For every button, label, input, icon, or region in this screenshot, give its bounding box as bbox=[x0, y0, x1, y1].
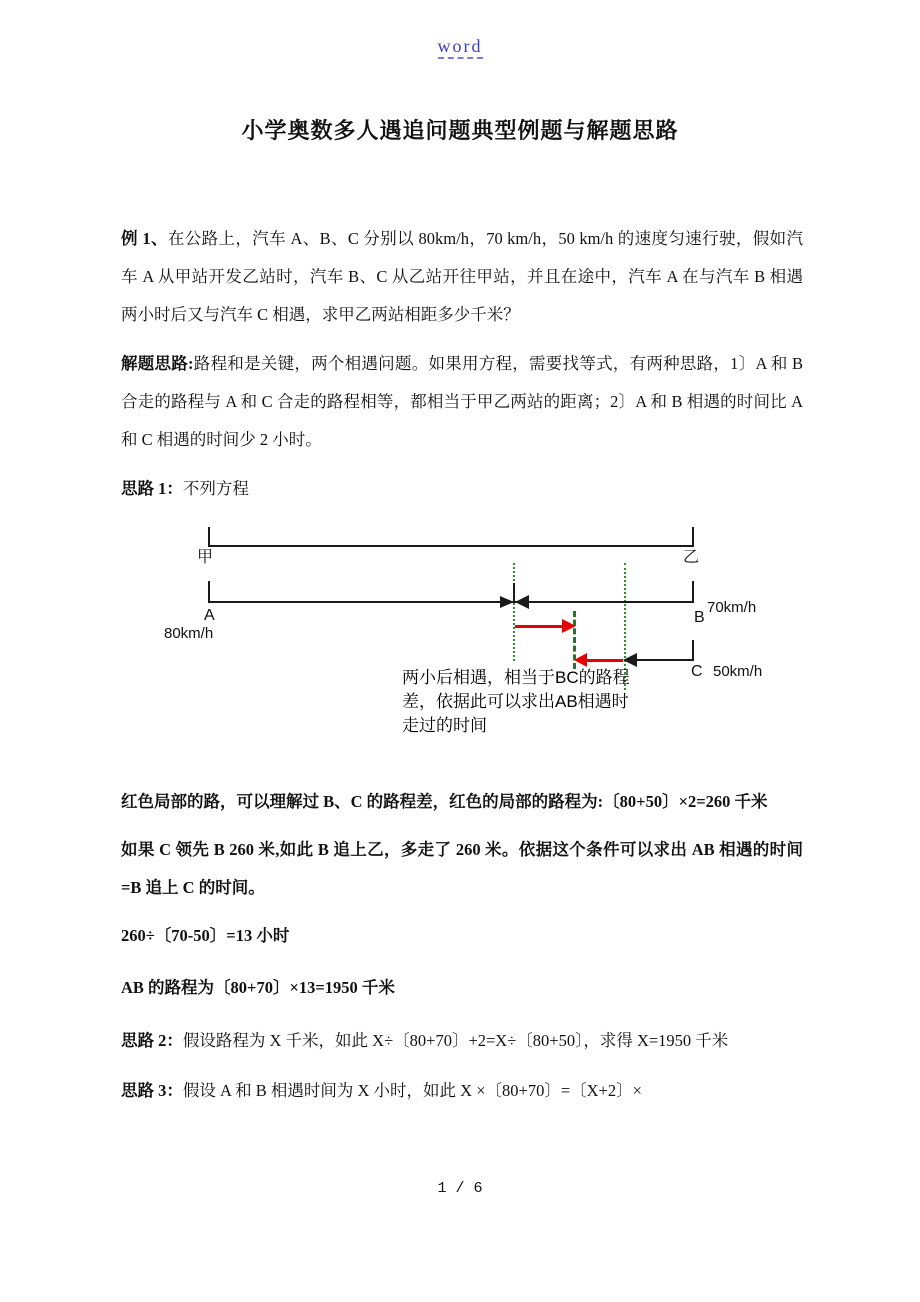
paragraph-example1-text: 在公路上，汽车 A、B、C 分别以 80km/h，70 km/h，50 km/h 的速度匀速行驶，假如汽车 A 从甲站开发乙站时，汽车 B、C 从乙站开往甲站，并且在途中，汽车 A 在与汽车 B 相遇两小时后又与汽车 C 相遇，求甲乙两站相距多少千米？ bbox=[121, 229, 804, 324]
speed-a-label: 80km/h bbox=[164, 625, 214, 642]
speed-c-label: 50km/h bbox=[713, 663, 763, 680]
paragraph-distance-calc: AB 的路程为〔80+70〕×13=1950 千米 bbox=[121, 978, 395, 997]
paragraph-approach2-lead: 思路 2： bbox=[121, 1031, 183, 1050]
paragraph-time-calc: 260÷〔70-50〕=13 小时 bbox=[121, 926, 290, 945]
ab-line-right-tick bbox=[692, 581, 694, 601]
paragraph-example1 bbox=[121, 220, 803, 334]
document-body bbox=[121, 220, 803, 1110]
c-arrow-left-head-icon bbox=[623, 653, 637, 667]
ab-distance-line bbox=[208, 601, 694, 603]
arrowhead-a-rightward-icon bbox=[500, 596, 514, 608]
red-arrow-right-line bbox=[515, 625, 563, 628]
car-a-label: A bbox=[204, 607, 215, 624]
arrowhead-b-leftward-icon bbox=[515, 595, 529, 609]
paragraph-approach3 bbox=[121, 1072, 803, 1110]
paragraph-c-leads: 如果 C 领先 B 260 米,如此 B 追上乙，多走了 260 米。依据这个条件可以求出 AB 相遇的时间=B 追上 C 的时间。 bbox=[121, 840, 803, 897]
distance-diagram bbox=[121, 515, 803, 750]
page-title: 小学奥数多人遇追问题典型例题与解题思路 bbox=[241, 118, 679, 143]
car-c-label: C bbox=[691, 663, 703, 680]
word-header-link[interactable]: word bbox=[438, 36, 483, 59]
c-bracket-vertical bbox=[692, 640, 694, 661]
ab-line-left-tick bbox=[208, 581, 210, 601]
paragraph-approach2 bbox=[121, 1022, 803, 1060]
red-arrow-right-head-icon bbox=[562, 619, 576, 633]
station-jia-label: 甲 bbox=[197, 549, 214, 566]
diagram-annotation: 两小后相遇，相当于BC的路程差，依据此可以求出AB相遇时走过的时间 bbox=[402, 668, 630, 735]
paragraph-approach1-lead: 思路 1： bbox=[121, 479, 183, 498]
header bbox=[0, 36, 920, 57]
top-distance-line bbox=[208, 545, 694, 547]
meeting-point-dotted-line bbox=[513, 563, 515, 661]
paragraph-approach3-text: 假设 A 和 B 相遇时间为 X 小时，如此 X ×〔80+70〕=〔X+2〕× bbox=[182, 1081, 642, 1100]
paragraph-solution-idea bbox=[121, 345, 803, 459]
paragraph-red-segment: 红色局部的路，可以理解过 B、C 的路程差，红色的局部的路程为:〔80+50〕×2=260 千米 bbox=[121, 792, 768, 811]
paragraph-approach1 bbox=[121, 470, 803, 508]
top-line-left-tick bbox=[208, 527, 210, 547]
paragraph-solution-idea-lead: 解题思路: bbox=[121, 354, 194, 373]
car-b-label: B bbox=[694, 609, 705, 626]
red-arrow-left-line bbox=[587, 659, 623, 662]
paragraph-approach2-text: 假设路程为 X 千米，如此 X÷〔80+70〕+2=X÷〔80+50〕，求得 X=1950 千米 bbox=[182, 1031, 729, 1050]
top-line-right-tick bbox=[692, 527, 694, 547]
paragraph-approach3-lead: 思路 3： bbox=[121, 1081, 183, 1100]
paragraph-approach1-text: 不列方程 bbox=[182, 479, 249, 498]
red-arrow-left-head-icon bbox=[574, 653, 587, 667]
paragraph-example1-lead: 例 1、 bbox=[121, 229, 168, 248]
speed-b-label: 70km/h bbox=[707, 599, 757, 616]
page-number: 1 / 6 bbox=[437, 1180, 483, 1197]
c-arrow-line bbox=[637, 659, 694, 661]
paragraph-solution-idea-text: 路程和是关键，两个相遇问题。如果用方程，需要找等式，有两种思路，1〕A 和 B 合走的路程与 A 和 C 合走的路程相等，都相当于甲乙两站的距离；2〕A 和 B 相遇的时间比 A 和 C 相遇的时间少 2 小时。 bbox=[121, 354, 803, 449]
station-yi-label: 乙 bbox=[683, 549, 700, 566]
